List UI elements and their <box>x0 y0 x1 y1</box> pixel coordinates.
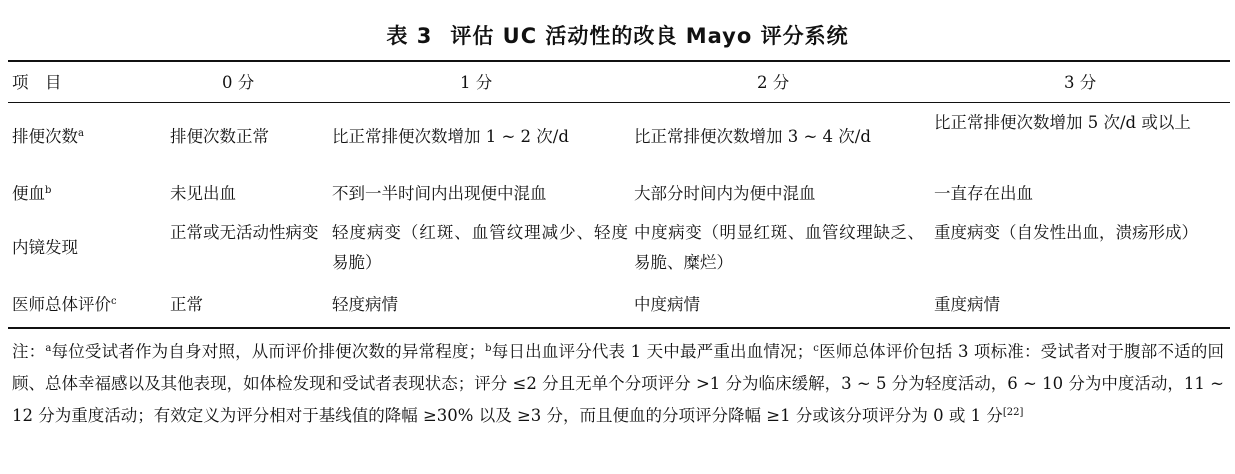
table-cell: 正常或无活动性病变 <box>170 223 319 242</box>
table-cell: 比正常排便次数增加 5 次/d 或以上 <box>934 113 1191 132</box>
table-cell: 重度病情 <box>934 295 1000 314</box>
table-cell: 不到一半时间内出现便中混血 <box>332 184 547 203</box>
table-number: 表 3 <box>386 24 433 48</box>
header-score-0: 0 分 <box>222 73 255 92</box>
table-cell: 中度病情 <box>634 295 700 314</box>
top-rule <box>8 60 1230 62</box>
row-label-endoscopy: 内镜发现 <box>12 238 78 257</box>
header-rule <box>8 102 1230 103</box>
table-cell: 重度病变（自发性出血，溃疡形成） <box>934 223 1198 242</box>
row-label-physician-assessment: 医师总体评价$^c$ <box>12 295 117 314</box>
table-footnote: 注：$^a$每位受试者作为自身对照，从而评价排便次数的异常程度；$^b$每日出血评分代表 1 天中最严重出血情况；$^c$医师总体评价包括 3 项标准：受试者对于腹部不适的回顾、总体幸福感以及其他表现，如体检发现和受试者表现状态；评分 ≤2 分且无单个分项评分 >1 分为临床缓解，3 ~ 5 分为轻度活动，6 ~ 10 分为中度活动，11 ~ 12 分为重度活动；有效定义为评分相对于基线值的降幅 ≥30% 以及 ≥3 分，而且便血的分项评分降幅 ≥1 分或该分项评分为 0 或 1 分[22] <box>12 342 1225 425</box>
header-item: 项 目 <box>12 73 62 92</box>
table-cell: 正常 <box>170 295 203 314</box>
table-cell: 排便次数正常 <box>170 127 269 146</box>
table-cell: 轻度病变（红斑、血管纹理减少、轻度易脆） <box>332 223 628 272</box>
reference-marker: [22] <box>1002 407 1024 418</box>
header-score-1: 1 分 <box>460 73 493 92</box>
table-cell: 大部分时间内为便中混血 <box>634 184 816 203</box>
row-label-rectal-bleeding: 便血$^b$ <box>12 184 52 203</box>
table-cell: 轻度病情 <box>332 295 398 314</box>
table-title <box>0 20 1235 50</box>
table-cell: 比正常排便次数增加 3 ~ 4 次/d <box>634 127 871 146</box>
table-title-text: 评估 UC 活动性的改良 Mayo 评分系统 <box>450 24 849 48</box>
header-score-2: 2 分 <box>757 73 790 92</box>
table-cell: 未见出血 <box>170 184 236 203</box>
table-cell: 一直存在出血 <box>934 184 1033 203</box>
bottom-rule <box>8 327 1230 329</box>
row-label-stool-frequency: 排便次数$^a$ <box>12 127 84 146</box>
header-score-3: 3 分 <box>1064 73 1097 92</box>
table-cell: 中度病变（明显红斑、血管纹理缺乏、易脆、糜烂） <box>634 223 924 272</box>
table-cell: 比正常排便次数增加 1 ~ 2 次/d <box>332 127 569 146</box>
